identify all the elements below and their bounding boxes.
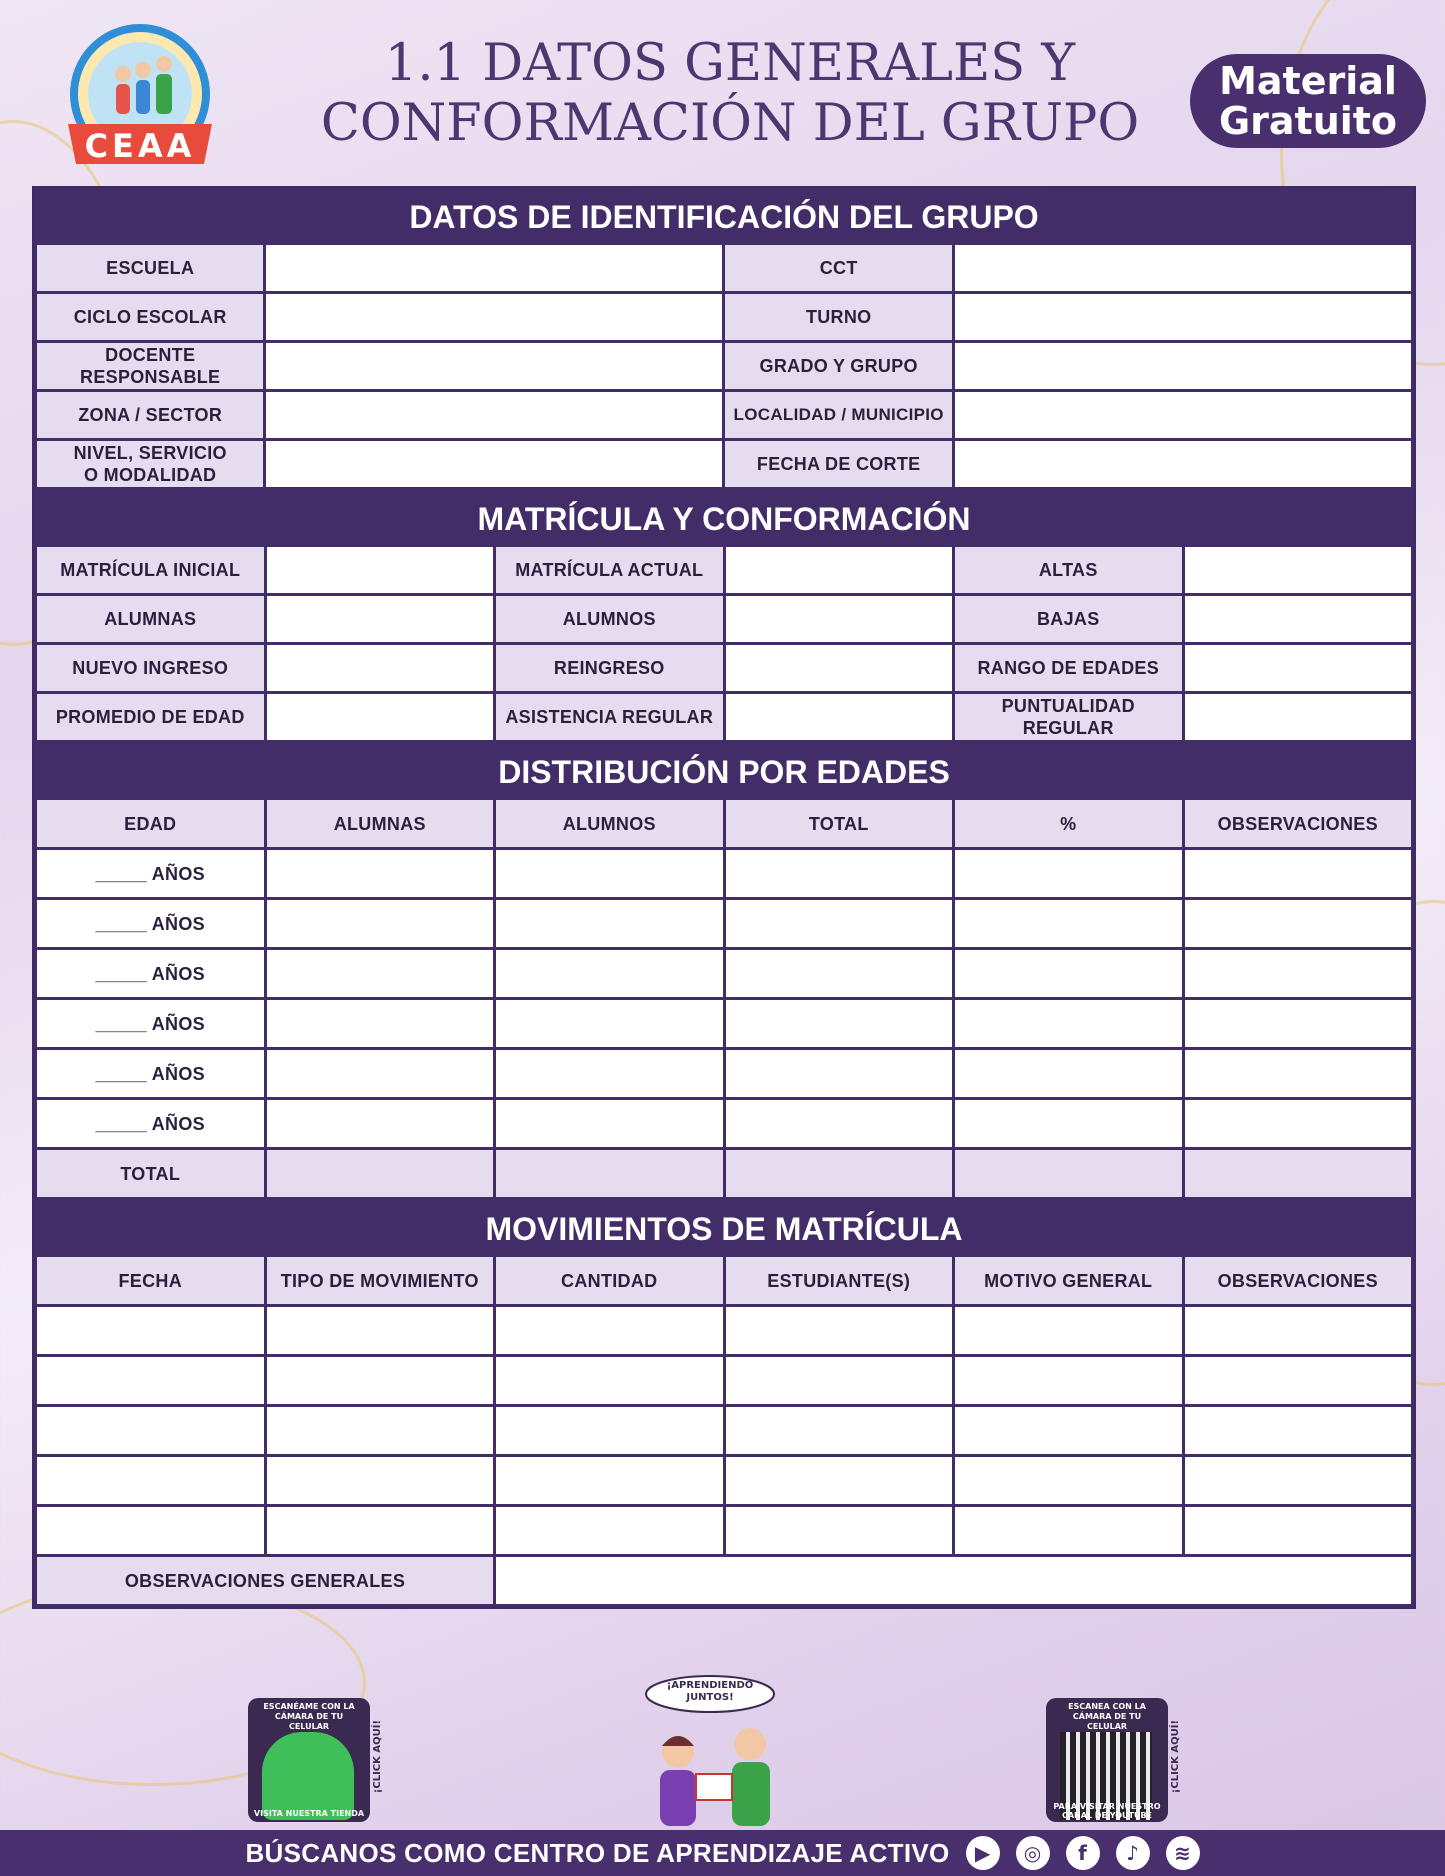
table-cell[interactable] — [1183, 999, 1413, 1049]
table-cell[interactable] — [36, 1506, 266, 1556]
field-label: ASISTENCIA REGULAR — [495, 693, 725, 742]
column-header: OBSERVACIONES — [1183, 1256, 1413, 1306]
table-row — [36, 949, 1413, 999]
badge-line-1: Material — [1219, 59, 1397, 103]
table-cell[interactable] — [1183, 1506, 1413, 1556]
field-label: ALUMNOS — [495, 595, 725, 644]
age-label: _____ AÑOS — [36, 949, 266, 999]
field-label: ZONA / SECTOR — [36, 391, 265, 440]
table-cell[interactable] — [36, 1356, 266, 1406]
table-cell[interactable] — [265, 949, 495, 999]
title-line-1: 1.1 DATOS GENERALES Y — [384, 34, 1076, 93]
table-cell[interactable] — [1183, 1456, 1413, 1506]
click-here-label[interactable]: ¡CLICK AQUÍ! — [372, 1720, 383, 1794]
column-header: ESTUDIANTE(S) — [724, 1256, 954, 1306]
qr-caption-bottom: PARA VISITAR NUESTRO CANAL DE YOUTUBE — [1053, 1802, 1161, 1820]
title-line-2: CONFORMACIÓN DEL GRUPO — [320, 94, 1140, 153]
table-cell[interactable] — [954, 1099, 1184, 1149]
column-header: TOTAL — [724, 799, 954, 849]
nuevo-ingreso-field[interactable] — [265, 644, 495, 693]
field-label: REINGRESO — [495, 644, 725, 693]
section-heading-movimientos: MOVIMIENTOS DE MATRÍCULA — [34, 1200, 1414, 1254]
column-header: TIPO DE MOVIMIENTO — [265, 1256, 495, 1306]
localidad-field[interactable] — [953, 391, 1412, 440]
table-cell[interactable] — [1183, 1149, 1413, 1199]
table-row — [36, 693, 1413, 742]
field-label: TURNO — [724, 293, 953, 342]
qr-code-icon — [262, 1732, 354, 1820]
column-header: % — [954, 799, 1184, 849]
youtube-qr-card[interactable] — [1046, 1698, 1168, 1822]
table-cell[interactable] — [954, 1049, 1184, 1099]
table-cell[interactable] — [1183, 849, 1413, 899]
column-header: ALUMNOS — [495, 799, 725, 849]
page-title — [300, 34, 1160, 154]
field-label: DOCENTE RESPONSABLE — [36, 342, 265, 391]
field-label: MATRÍCULA INICIAL — [36, 546, 266, 595]
table-cell[interactable] — [724, 849, 954, 899]
field-label: RANGO DE EDADES — [954, 644, 1184, 693]
field-label: ALTAS — [954, 546, 1184, 595]
free-material-badge — [1190, 54, 1426, 148]
edades-table — [34, 797, 1414, 1200]
table-cell[interactable] — [265, 849, 495, 899]
cct-field[interactable] — [953, 244, 1412, 293]
table-cell[interactable] — [1183, 1306, 1413, 1356]
table-cell[interactable] — [495, 1149, 725, 1199]
reingreso-field[interactable] — [724, 644, 954, 693]
total-label: TOTAL — [36, 1149, 266, 1199]
asistencia-field[interactable] — [724, 693, 954, 742]
table-cell[interactable] — [954, 899, 1184, 949]
turno-field[interactable] — [953, 293, 1412, 342]
table-cell[interactable] — [1183, 1049, 1413, 1099]
total-row — [36, 1149, 1413, 1199]
section-heading-matricula: MATRÍCULA Y CONFORMACIÓN — [34, 490, 1414, 544]
age-label: _____ AÑOS — [36, 849, 266, 899]
ceaa-logo — [58, 24, 222, 172]
field-label: CCT — [724, 244, 953, 293]
store-qr-card[interactable] — [248, 1698, 370, 1822]
table-cell[interactable] — [954, 999, 1184, 1049]
table-row — [36, 244, 1413, 293]
table-cell[interactable] — [265, 999, 495, 1049]
table-cell[interactable] — [495, 999, 725, 1049]
table-cell[interactable] — [36, 1406, 266, 1456]
docente-field[interactable] — [265, 342, 724, 391]
table-row — [36, 899, 1413, 949]
table-cell[interactable] — [1183, 1406, 1413, 1456]
table-cell[interactable] — [265, 1099, 495, 1149]
table-row — [36, 391, 1413, 440]
table-cell[interactable] — [724, 999, 954, 1049]
table-row — [36, 999, 1413, 1049]
table-header-row — [36, 799, 1413, 849]
table-row — [36, 546, 1413, 595]
bajas-field[interactable] — [1183, 595, 1413, 644]
field-label: LOCALIDAD / MUNICIPIO — [724, 391, 953, 440]
matricula-actual-field[interactable] — [724, 546, 954, 595]
table-cell[interactable] — [495, 1099, 725, 1149]
table-row — [36, 644, 1413, 693]
column-header: OBSERVACIONES — [1183, 799, 1413, 849]
table-row — [36, 1049, 1413, 1099]
instagram-icon[interactable]: ◎ — [1016, 1836, 1050, 1870]
facebook-icon[interactable]: f — [1066, 1836, 1100, 1870]
column-header: FECHA — [36, 1256, 266, 1306]
observaciones-generales-field[interactable] — [495, 1556, 1413, 1606]
table-cell[interactable] — [495, 1356, 725, 1406]
table-row — [36, 1356, 1413, 1406]
logo-text: CEAA — [84, 127, 196, 165]
table-row — [36, 440, 1413, 489]
table-row — [36, 1306, 1413, 1356]
table-cell[interactable] — [724, 1456, 954, 1506]
observaciones-row — [36, 1556, 1413, 1606]
field-label: CICLO ESCOLAR — [36, 293, 265, 342]
field-label: ESCUELA — [36, 244, 265, 293]
column-header: MOTIVO GENERAL — [954, 1256, 1184, 1306]
field-label: PUNTUALIDAD REGULAR — [954, 693, 1184, 742]
table-cell[interactable] — [265, 1406, 495, 1456]
speech-bubble: ¡APRENDIENDO JUNTOS! — [666, 1680, 754, 1703]
matricula-inicial-field[interactable] — [265, 546, 495, 595]
age-label: _____ AÑOS — [36, 899, 266, 949]
table-cell[interactable] — [954, 949, 1184, 999]
fecha-corte-field[interactable] — [953, 440, 1412, 489]
table-cell[interactable] — [1183, 949, 1413, 999]
identificacion-table — [34, 242, 1414, 490]
table-cell[interactable] — [954, 849, 1184, 899]
tiktok-icon[interactable]: ♪ — [1116, 1836, 1150, 1870]
table-cell[interactable] — [495, 949, 725, 999]
column-header: EDAD — [36, 799, 266, 849]
field-label: MATRÍCULA ACTUAL — [495, 546, 725, 595]
observaciones-generales-label: OBSERVACIONES GENERALES — [36, 1556, 495, 1606]
click-here-label[interactable]: ¡CLICK AQUÍ! — [1170, 1720, 1181, 1794]
field-label: ALUMNAS — [36, 595, 266, 644]
age-label: _____ AÑOS — [36, 1049, 266, 1099]
table-cell[interactable] — [724, 1356, 954, 1406]
zona-sector-field[interactable] — [265, 391, 724, 440]
table-cell[interactable] — [954, 1356, 1184, 1406]
table-row — [36, 849, 1413, 899]
spotify-icon[interactable]: ≋ — [1166, 1836, 1200, 1870]
form-sheet — [32, 186, 1416, 1609]
table-cell[interactable] — [265, 1456, 495, 1506]
table-cell[interactable] — [724, 949, 954, 999]
field-label: BAJAS — [954, 595, 1184, 644]
table-cell[interactable] — [954, 1306, 1184, 1356]
teachers-illustration — [640, 1674, 790, 1830]
table-cell[interactable] — [495, 1306, 725, 1356]
footer-text: BÚSCANOS COMO CENTRO DE APRENDIZAJE ACTIVO — [245, 1837, 950, 1868]
field-label: FECHA DE CORTE — [724, 440, 953, 489]
field-label: NIVEL, SERVICIO O MODALIDAD — [36, 440, 265, 489]
table-cell[interactable] — [265, 1306, 495, 1356]
table-cell[interactable] — [495, 1506, 725, 1556]
altas-field[interactable] — [1183, 546, 1413, 595]
table-cell[interactable] — [724, 1506, 954, 1556]
table-cell[interactable] — [265, 1149, 495, 1199]
youtube-icon[interactable]: ▶ — [966, 1836, 1000, 1870]
table-cell[interactable] — [954, 1456, 1184, 1506]
field-label: NUEVO INGRESO — [36, 644, 266, 693]
field-label: PROMEDIO DE EDAD — [36, 693, 266, 742]
table-cell[interactable] — [1183, 1356, 1413, 1406]
section-heading-identificacion: DATOS DE IDENTIFICACIÓN DEL GRUPO — [34, 188, 1414, 242]
table-cell[interactable] — [954, 1506, 1184, 1556]
table-cell[interactable] — [724, 1099, 954, 1149]
table-cell[interactable] — [724, 1306, 954, 1356]
table-row — [36, 595, 1413, 644]
age-label: _____ AÑOS — [36, 1099, 266, 1149]
qr-caption-bottom: VISITA NUESTRA TIENDA — [253, 1809, 365, 1818]
table-header-row — [36, 1256, 1413, 1306]
matricula-table — [34, 544, 1414, 743]
table-cell[interactable] — [495, 899, 725, 949]
table-cell[interactable] — [495, 1406, 725, 1456]
alumnas-field[interactable] — [265, 595, 495, 644]
table-cell[interactable] — [495, 849, 725, 899]
column-header: CANTIDAD — [495, 1256, 725, 1306]
movimientos-table — [34, 1254, 1414, 1607]
table-cell[interactable] — [954, 1149, 1184, 1199]
table-row — [36, 1456, 1413, 1506]
puntualidad-field[interactable] — [1183, 693, 1413, 742]
table-cell[interactable] — [724, 1149, 954, 1199]
table-cell[interactable] — [495, 1049, 725, 1099]
ciclo-escolar-field[interactable] — [265, 293, 724, 342]
table-cell[interactable] — [1183, 899, 1413, 949]
qr-caption-top: ESCANÉAME CON LA CÁMARA DE TU CELULAR — [263, 1702, 355, 1731]
table-row — [36, 1099, 1413, 1149]
age-label: _____ AÑOS — [36, 999, 266, 1049]
table-cell[interactable] — [265, 1049, 495, 1099]
table-cell[interactable] — [1183, 1099, 1413, 1149]
table-row — [36, 1506, 1413, 1556]
table-cell[interactable] — [36, 1306, 266, 1356]
table-cell[interactable] — [724, 1049, 954, 1099]
table-row — [36, 1406, 1413, 1456]
table-cell[interactable] — [495, 1456, 725, 1506]
table-cell[interactable] — [724, 1406, 954, 1456]
badge-line-2: Gratuito — [1218, 99, 1398, 143]
qr-caption-top: ESCANEA CON LA CÁMARA DE TU CELULAR — [1068, 1702, 1146, 1731]
table-cell[interactable] — [724, 899, 954, 949]
escuela-field[interactable] — [265, 244, 724, 293]
rango-edades-field[interactable] — [1183, 644, 1413, 693]
footer-bar — [0, 1830, 1445, 1876]
table-cell[interactable] — [265, 1506, 495, 1556]
table-cell[interactable] — [954, 1406, 1184, 1456]
table-cell[interactable] — [265, 899, 495, 949]
grado-grupo-field[interactable] — [953, 342, 1412, 391]
table-cell[interactable] — [36, 1456, 266, 1506]
section-heading-edades: DISTRIBUCIÓN POR EDADES — [34, 743, 1414, 797]
field-label: GRADO Y GRUPO — [724, 342, 953, 391]
nivel-field[interactable] — [265, 440, 724, 489]
promedio-edad-field[interactable] — [265, 693, 495, 742]
column-header: ALUMNAS — [265, 799, 495, 849]
table-cell[interactable] — [265, 1356, 495, 1406]
table-row — [36, 342, 1413, 391]
table-row — [36, 293, 1413, 342]
alumnos-field[interactable] — [724, 595, 954, 644]
